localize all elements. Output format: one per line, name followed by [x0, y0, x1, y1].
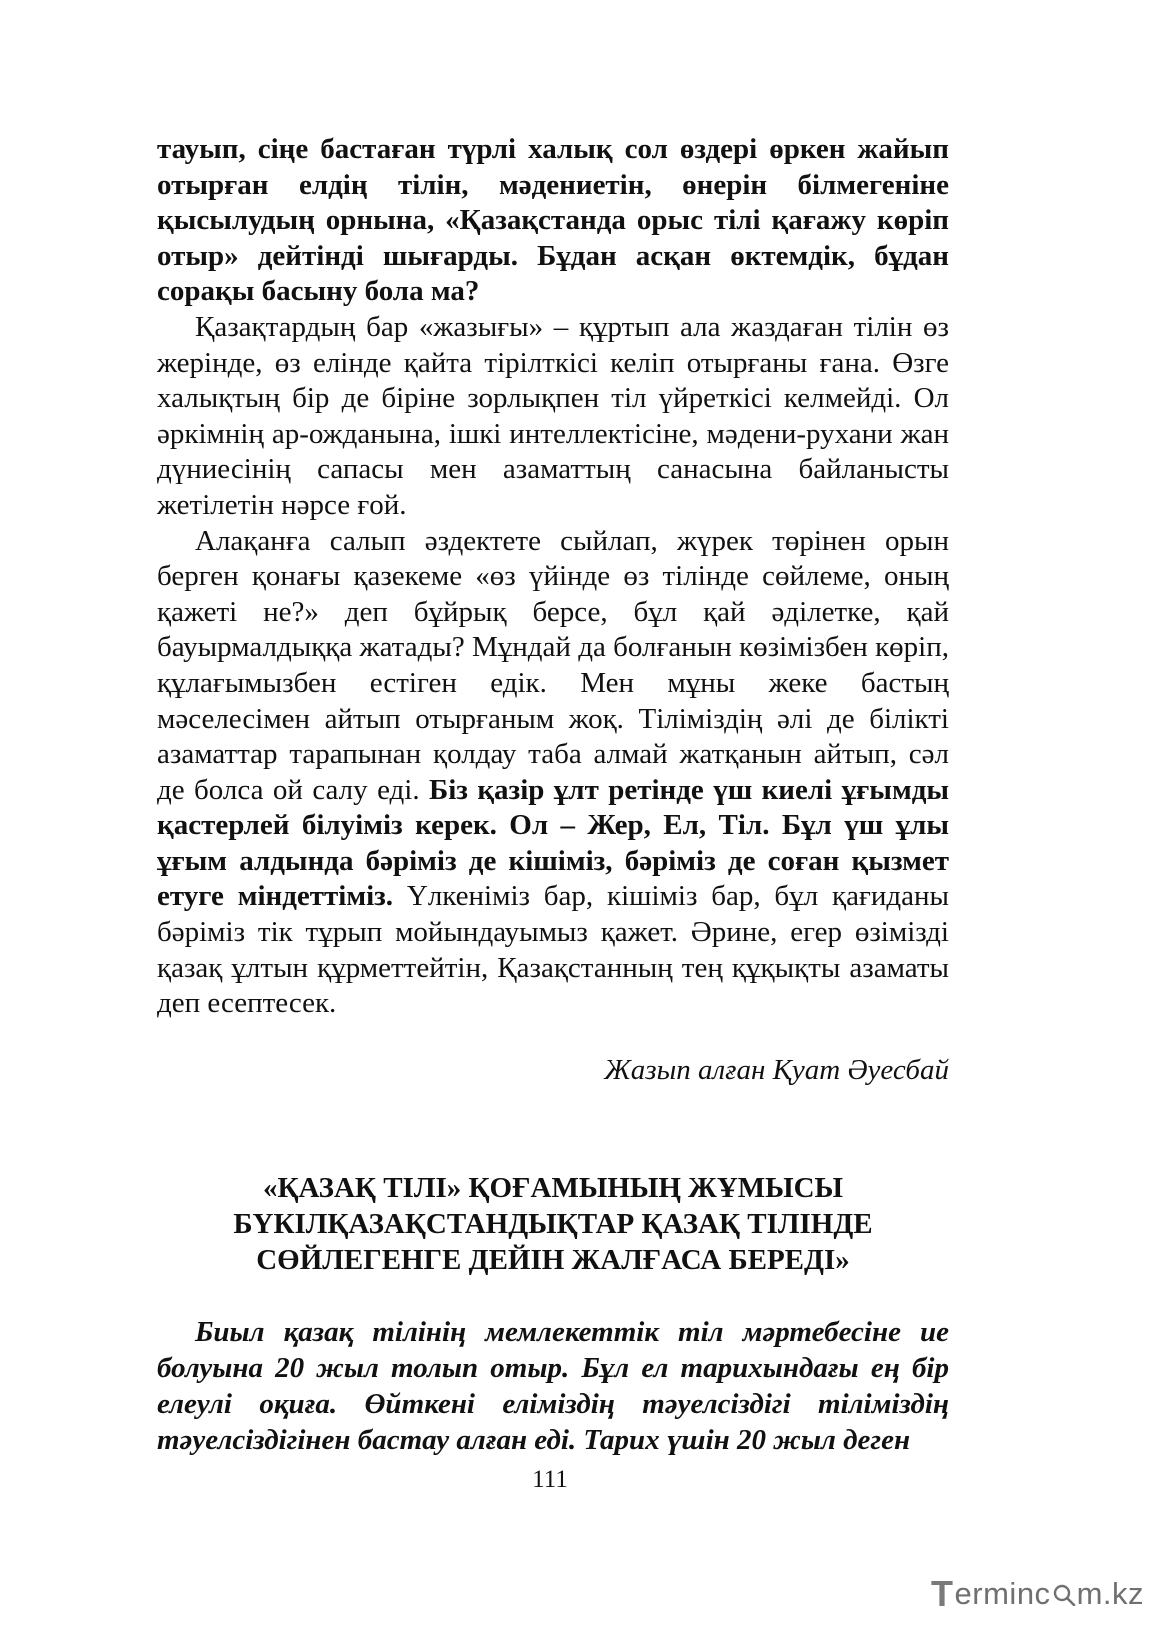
- watermark-prefix: T: [931, 1573, 954, 1614]
- site-watermark: [931, 1573, 1144, 1615]
- page-number: 111: [532, 1466, 568, 1493]
- paragraph-2: Қазақтардың бар «жазығы» – құртып ала жаздаған тілін өз жерінде, өз елінде қайта тірілткісі келіп отырғаны ғана. Өзге халықтың бір де біріне зорлықпен тіл үйреткісі келмейді. Ол әркімнің ар-ожданына, ішкі интеллектісіне, мәдени-рухани жан дүниесінің сапасы мен азаматтың санасына байланысты жетілетін нәрсе ғой.: [157, 310, 949, 521]
- paragraph-3-start: Алақанға салып әздектете сыйлап, жүрек төрінен орын берген қонағы қазекеме «өз үйінде өз тілінде сөйлеме, оның қажеті не?» деп бұйрық берсе, бұл қай әділетке, қай бауырмалдыққа жатады? Мұндай да болғанын көзімізбен көріп, құлағымызбен естіген едік. Мен мұны жеке бастың мәселесімен айтып отырғаным жоқ. Тіліміздің әлі де білікті азаматтар тарапынан қолдау таба алмай жатқанын айтып, сәл де болса ой салу еді.: [157, 524, 949, 806]
- paragraph-3-end: Үлкеніміз бар, кішіміз бар, бұл қағиданы бәріміз тік тұрып мойындауымыз қажет. Әрине, егер өзімізді қазақ ұлтын құрметтейтін, Қазақстанның тең құқықты азаматы деп есептесек.: [157, 880, 949, 1020]
- page-body: [157, 132, 949, 1458]
- paragraph-3: [157, 524, 949, 1022]
- watermark-text-2: m.kz: [1076, 1576, 1144, 1611]
- lead-paragraph: Биыл қазақ тілінің мемлекеттік тіл мәртебесіне ие болуына 20 жыл толып отыр. Бұл ел тарихындағы ең бір елеулі оқиға. Өйткені еліміздің тәуелсіздігі тіліміздің тәуелсіздігінен бастау алған еді. Тарих үшін 20 жыл деген: [157, 1315, 949, 1456]
- author-signature: Жазып алған Қуат Әуесбай: [604, 1053, 949, 1086]
- intro-paragraph: тауып, сіңе бастаған түрлі халық сол өздері өркен жайып отырған елдің тілін, мәдениетін, өнерін білмегеніне қысылудың орнына, «Қазақстанда орыс тілі қағажу көріп отыр» дейтінді шығарды. Бұдан асқан өктемдік, бұдан сорақы басыну бола ма?: [157, 133, 949, 308]
- paragraph-3-bold: Біз қазір ұлт ретінде үш киелі ұғымды қастерлей білуіміз керек. Ол – Жер, Ел, Тіл. Бұл үш ұлы ұғым алдында бәріміз де кішіміз, бәріміз де соған қызмет етуге міндеттіміз.: [157, 773, 950, 913]
- section-heading: «ҚАЗАҚ ТІЛІ» ҚОҒАМЫНЫҢ ЖҰМЫСЫ БҮКІЛҚАЗАҚСТАНДЫҚТАР ҚАЗАҚ ТІЛІНДЕ СӨЙЛЕГЕНГЕ ДЕЙІН ЖАЛҒАСА БЕРЕДІ»: [233, 1171, 873, 1276]
- magnifier-icon: [1052, 1582, 1076, 1606]
- watermark-text-1: erminc: [954, 1576, 1051, 1611]
